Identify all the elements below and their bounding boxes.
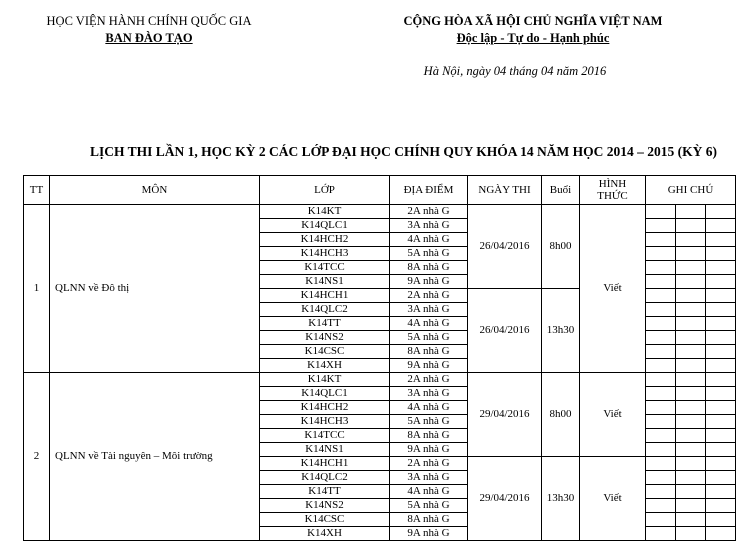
cell-ghi-chu-3 [706, 527, 736, 541]
cell-dia-diem: 5A nhà G [390, 247, 468, 261]
cell-dia-diem: 4A nhà G [390, 233, 468, 247]
cell-ghi-chu-3 [706, 261, 736, 275]
cell-buoi: 13h30 [542, 289, 580, 373]
cell-mon: QLNN về Đô thị [50, 205, 260, 373]
cell-ghi-chu-1 [646, 289, 676, 303]
cell-ghi-chu-1 [646, 457, 676, 471]
cell-ghi-chu-1 [646, 443, 676, 457]
cell-ghi-chu-3 [706, 499, 736, 513]
cell-ghi-chu-1 [646, 233, 676, 247]
cell-ghi-chu-2 [676, 471, 706, 485]
cell-lop: K14TT [260, 317, 390, 331]
cell-buoi: 13h30 [542, 457, 580, 541]
cell-ghi-chu-2 [676, 219, 706, 233]
cell-lop: K14TT [260, 485, 390, 499]
cell-dia-diem: 5A nhà G [390, 499, 468, 513]
cell-ngay-thi: 26/04/2016 [468, 205, 542, 289]
cell-ghi-chu-3 [706, 205, 736, 219]
cell-lop: K14XH [260, 359, 390, 373]
cell-ghi-chu-2 [676, 415, 706, 429]
cell-ghi-chu-3 [706, 275, 736, 289]
table-body [24, 205, 736, 541]
nation-title: CỘNG HÒA XÃ HỘI CHỦ NGHĨA VIỆT NAM [403, 14, 663, 28]
cell-dia-diem: 9A nhà G [390, 443, 468, 457]
exam-schedule-table [23, 175, 736, 541]
cell-dia-diem: 8A nhà G [390, 345, 468, 359]
cell-dia-diem: 8A nhà G [390, 429, 468, 443]
cell-ghi-chu-1 [646, 219, 676, 233]
cell-mon: QLNN về Tài nguyên – Môi trường [50, 373, 260, 541]
cell-dia-diem: 3A nhà G [390, 303, 468, 317]
cell-lop: K14KT [260, 205, 390, 219]
cell-ghi-chu-1 [646, 373, 676, 387]
cell-ghi-chu-1 [646, 247, 676, 261]
cell-hinh-thuc: Viết [580, 373, 646, 457]
cell-dia-diem: 4A nhà G [390, 485, 468, 499]
cell-ghi-chu-2 [676, 527, 706, 541]
cell-dia-diem: 3A nhà G [390, 219, 468, 233]
cell-dia-diem: 8A nhà G [390, 513, 468, 527]
cell-ghi-chu-1 [646, 275, 676, 289]
header-buoi: Buổi [542, 176, 580, 205]
cell-lop: K14NS2 [260, 331, 390, 345]
cell-lop: K14NS2 [260, 499, 390, 513]
cell-ghi-chu-3 [706, 233, 736, 247]
cell-ghi-chu-2 [676, 303, 706, 317]
cell-lop: K14HCH3 [260, 415, 390, 429]
cell-ghi-chu-2 [676, 513, 706, 527]
cell-hinh-thuc: Viết [580, 457, 646, 541]
cell-ghi-chu-2 [676, 485, 706, 499]
cell-ghi-chu-1 [646, 415, 676, 429]
cell-dia-diem: 9A nhà G [390, 275, 468, 289]
cell-ghi-chu-1 [646, 317, 676, 331]
cell-ghi-chu-3 [706, 443, 736, 457]
table-header-row [24, 176, 736, 205]
cell-lop: K14HCH1 [260, 289, 390, 303]
cell-ghi-chu-2 [676, 317, 706, 331]
cell-ghi-chu-2 [676, 429, 706, 443]
cell-lop: K14CSC [260, 345, 390, 359]
cell-ghi-chu-1 [646, 303, 676, 317]
cell-lop: K14TCC [260, 261, 390, 275]
cell-dia-diem: 9A nhà G [390, 527, 468, 541]
cell-ghi-chu-1 [646, 359, 676, 373]
cell-lop: K14QLC2 [260, 471, 390, 485]
cell-ngay-thi: 26/04/2016 [468, 289, 542, 373]
cell-ghi-chu-2 [676, 443, 706, 457]
cell-ghi-chu-1 [646, 513, 676, 527]
cell-tt: 1 [24, 205, 50, 373]
cell-dia-diem: 3A nhà G [390, 387, 468, 401]
cell-ghi-chu-2 [676, 289, 706, 303]
cell-lop: K14HCH2 [260, 401, 390, 415]
cell-buoi: 8h00 [542, 373, 580, 457]
cell-ghi-chu-1 [646, 499, 676, 513]
cell-ghi-chu-3 [706, 317, 736, 331]
cell-dia-diem: 8A nhà G [390, 261, 468, 275]
cell-ghi-chu-3 [706, 513, 736, 527]
cell-dia-diem: 2A nhà G [390, 373, 468, 387]
cell-ghi-chu-1 [646, 429, 676, 443]
cell-ghi-chu-2 [676, 359, 706, 373]
cell-lop: K14HCH3 [260, 247, 390, 261]
cell-ghi-chu-2 [676, 345, 706, 359]
cell-ghi-chu-1 [646, 387, 676, 401]
cell-ghi-chu-2 [676, 373, 706, 387]
cell-ghi-chu-2 [676, 499, 706, 513]
cell-lop: K14CSC [260, 513, 390, 527]
header-dia-diem: ĐỊA ĐIỂM [390, 176, 468, 205]
cell-ghi-chu-2 [676, 233, 706, 247]
cell-ghi-chu-3 [706, 359, 736, 373]
cell-ghi-chu-1 [646, 401, 676, 415]
cell-dia-diem: 5A nhà G [390, 415, 468, 429]
cell-ghi-chu-3 [706, 373, 736, 387]
date-line: Hà Nội, ngày 04 tháng 04 năm 2016 [423, 64, 607, 78]
cell-ghi-chu-3 [706, 457, 736, 471]
cell-ghi-chu-3 [706, 289, 736, 303]
cell-dia-diem: 2A nhà G [390, 205, 468, 219]
header-hinh-thuc-line2: THỨC [597, 190, 628, 202]
cell-ghi-chu-3 [706, 415, 736, 429]
cell-ghi-chu-3 [706, 345, 736, 359]
cell-ghi-chu-3 [706, 247, 736, 261]
cell-ghi-chu-3 [706, 219, 736, 233]
cell-ghi-chu-2 [676, 275, 706, 289]
cell-ghi-chu-3 [706, 471, 736, 485]
cell-ghi-chu-1 [646, 331, 676, 345]
header-tt: TT [24, 176, 50, 205]
header-hinh-thuc [580, 176, 646, 205]
cell-ghi-chu-2 [676, 457, 706, 471]
cell-dia-diem: 9A nhà G [390, 359, 468, 373]
cell-dia-diem: 2A nhà G [390, 457, 468, 471]
cell-lop: K14QLC2 [260, 303, 390, 317]
cell-lop: K14HCH1 [260, 457, 390, 471]
cell-ghi-chu-2 [676, 261, 706, 275]
cell-ghi-chu-3 [706, 387, 736, 401]
cell-ghi-chu-3 [706, 485, 736, 499]
header-ghi-chu: GHI CHÚ [646, 176, 736, 205]
cell-lop: K14TCC [260, 429, 390, 443]
header-lop: LỚP [260, 176, 390, 205]
cell-tt: 2 [24, 373, 50, 541]
table-row [24, 205, 736, 219]
org-name: HỌC VIỆN HÀNH CHÍNH QUỐC GIA [46, 14, 252, 28]
cell-dia-diem: 4A nhà G [390, 401, 468, 415]
cell-ghi-chu-3 [706, 331, 736, 345]
cell-ngay-thi: 29/04/2016 [468, 457, 542, 541]
cell-dia-diem: 5A nhà G [390, 331, 468, 345]
header-hinh-thuc-line1: HÌNH [598, 178, 627, 190]
cell-ghi-chu-1 [646, 485, 676, 499]
cell-ghi-chu-2 [676, 401, 706, 415]
cell-ghi-chu-3 [706, 401, 736, 415]
cell-ghi-chu-1 [646, 471, 676, 485]
cell-ghi-chu-3 [706, 429, 736, 443]
org-department: BAN ĐÀO TẠO [105, 31, 193, 45]
cell-ghi-chu-2 [676, 205, 706, 219]
header-ngay-thi: NGÀY THI [468, 176, 542, 205]
nation-motto: Độc lập - Tự do - Hạnh phúc [456, 31, 610, 45]
cell-dia-diem: 4A nhà G [390, 317, 468, 331]
cell-ghi-chu-2 [676, 331, 706, 345]
cell-lop: K14KT [260, 373, 390, 387]
cell-lop: K14QLC1 [260, 219, 390, 233]
table-row [24, 373, 736, 387]
document-title: LỊCH THI LẦN 1, HỌC KỲ 2 CÁC LỚP ĐẠI HỌC CHÍNH QUY KHÓA 14 NĂM HỌC 2014 – 2015 (KỲ 6) [90, 144, 718, 159]
cell-ghi-chu-3 [706, 303, 736, 317]
header-mon: MÔN [50, 176, 260, 205]
cell-ghi-chu-1 [646, 345, 676, 359]
cell-hinh-thuc: Viết [580, 205, 646, 373]
cell-ghi-chu-2 [676, 247, 706, 261]
cell-ghi-chu-1 [646, 261, 676, 275]
cell-buoi: 8h00 [542, 205, 580, 289]
cell-lop: K14NS1 [260, 275, 390, 289]
cell-lop: K14XH [260, 527, 390, 541]
cell-dia-diem: 3A nhà G [390, 471, 468, 485]
cell-ghi-chu-1 [646, 527, 676, 541]
cell-lop: K14NS1 [260, 443, 390, 457]
cell-dia-diem: 2A nhà G [390, 289, 468, 303]
cell-ngay-thi: 29/04/2016 [468, 373, 542, 457]
cell-lop: K14HCH2 [260, 233, 390, 247]
cell-lop: K14QLC1 [260, 387, 390, 401]
cell-ghi-chu-2 [676, 387, 706, 401]
cell-ghi-chu-1 [646, 205, 676, 219]
